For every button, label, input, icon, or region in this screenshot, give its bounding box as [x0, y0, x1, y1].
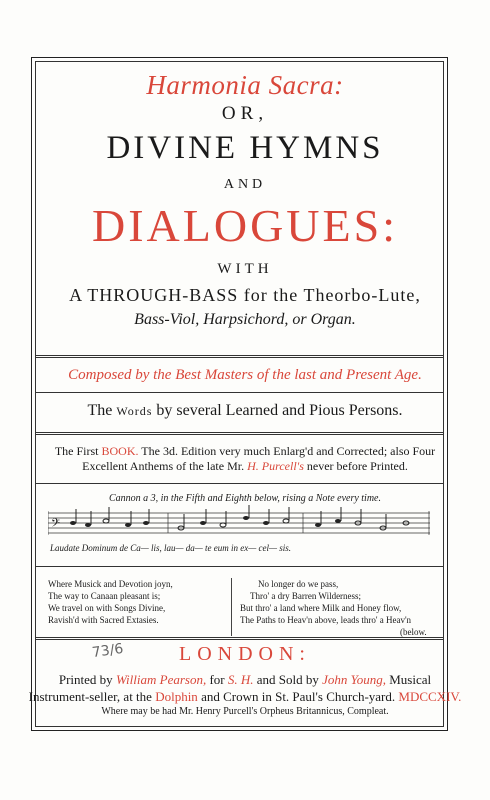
- title-harmonia-sacra: Harmonia Sacra:: [146, 70, 344, 100]
- rule-divider: [35, 392, 443, 393]
- imprint-london: LONDON:: [179, 643, 311, 665]
- canon-lyrics: Laudate Dominum de Ca— lis, lau— da— te eum in ex— cel— sis.: [50, 543, 291, 553]
- edition-note: The First BOOK. The 3d. Edition very much Enlarg'd and Corrected; also Four Excellent Anthems of the late Mr. H. Purcell's never before Printed.: [54, 444, 436, 473]
- title-with: WITH: [217, 261, 273, 277]
- poem-divider: [231, 578, 232, 636]
- svg-text:𝄢: 𝄢: [51, 518, 61, 533]
- title-dialogues: DIALOGUES:: [92, 200, 398, 251]
- imprint-where-may-be-had: Where may be had Mr. Henry Purcell's Orpheus Britannicus, Compleat.: [101, 706, 389, 717]
- through-bass-line: A THROUGH-BASS for the Theorbo-Lute,: [69, 285, 421, 305]
- poem-left: Where Musick and Devotion joyn, The way to Canaan pleasant is; We travel on with Songs Divine, Ravish'd with Sacred Extasies.: [48, 579, 173, 625]
- title-and: AND: [223, 177, 267, 192]
- title-or: OR,: [221, 103, 269, 124]
- cannon-caption: Cannon a 3, in the Fifth and Eighth below, rising a Note every time.: [108, 493, 381, 504]
- composed-by-line: Composed by the Best Masters of the last and Present Age.: [68, 367, 422, 383]
- poem-right: No longer do we pass, Thro' a dry Barren Wilderness; But thro' a land where Milk and Honey flow, The Paths to Heav'n above, leads thro' a Heav'n (below.: [240, 579, 427, 637]
- imprint-printed-by: Printed by William Pearson, for S. H. and Sold by John Young, Musical Instrument-seller, at the Dolphin and Crown in St. Paul's Church-yard. MDCCXIV.: [28, 672, 462, 704]
- title-divine-hymns: DIVINE HYMNS: [106, 130, 384, 166]
- rule-divider: [35, 432, 443, 435]
- instruments-line: Bass-Viol, Harpsichord, or Organ.: [134, 311, 356, 328]
- rule-divider: [35, 483, 443, 484]
- rule-divider: [35, 637, 443, 640]
- rule-divider: [35, 566, 443, 567]
- words-line: The Words by several Learned and Pious Persons.: [87, 402, 403, 419]
- rule-divider: [35, 355, 443, 358]
- handwritten-note: 73/6: [91, 640, 125, 662]
